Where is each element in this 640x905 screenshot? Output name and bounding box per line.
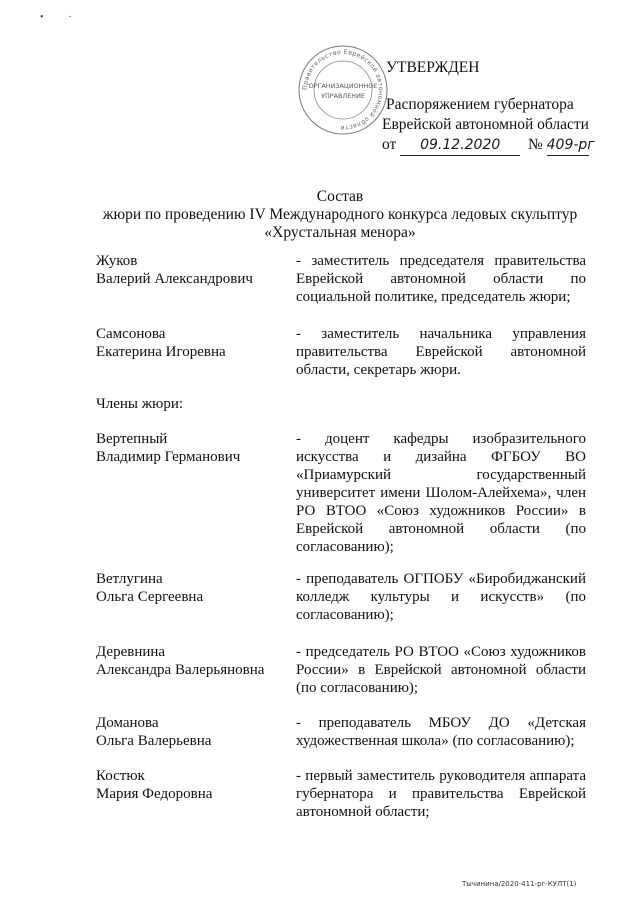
member-given-name: Ольга Сергеевна (96, 589, 204, 605)
member-position: - заместитель начальника управления правительства Еврейской автономной области, секретарь жюри. (296, 326, 586, 378)
members-label: Члены жюри: (96, 396, 184, 412)
member-position: - заместитель председателя правительства Еврейской автономной области по социальной политике, председатель жюри; (296, 253, 586, 305)
member-surname: Ветлугина (96, 571, 163, 587)
approval-line1: Распоряжением губернатора (386, 96, 574, 113)
member-position: - доцент кафедры изобразительного искусства и дизайна ФГБОУ ВО «Приамурский государственный университет имени Шолом-Алейхема», член РО ВТОО «Союз художников России» в Еврейской автономной области (по согласованию); (296, 431, 586, 555)
member-position: - преподаватель ОГПОБУ «Биробиджанский колледж культуры и искусств» (по согласованию); (296, 571, 586, 623)
member-given-name: Мария Федоровна (96, 786, 213, 802)
member-given-name: Владимир Германович (96, 449, 241, 465)
member-name (96, 252, 286, 288)
approval-block (372, 58, 612, 156)
member-given-name: Екатерина Игоревна (96, 344, 226, 360)
date-prefix: от (382, 136, 397, 153)
member-given-name: Валерий Александрович (96, 271, 253, 287)
approval-number: 409-рг (547, 135, 589, 156)
member-name (96, 767, 286, 803)
member-surname: Вертепный (96, 431, 168, 447)
approval-line2: Еврейской автономной области (382, 116, 589, 133)
document-heading (80, 188, 600, 242)
heading-line3: «Хрустальная менора» (264, 224, 416, 241)
member-surname: Костюк (96, 768, 145, 784)
member-surname: Деревнина (96, 644, 166, 660)
member-name (96, 643, 286, 679)
member-position: - первый заместитель руководителя аппарата губернатора и правительства Еврейской автономной области; (296, 768, 586, 820)
heading-line1: Состав (316, 188, 364, 205)
member-surname: Жуков (96, 253, 138, 269)
number-prefix: № (527, 136, 543, 153)
member-name (96, 570, 286, 606)
heading-line2: жюри по проведению IV Международного конкурса ледовых скульптур (102, 206, 578, 223)
member-given-name: Ольга Валерьевна (96, 733, 212, 749)
approval-date: 09.12.2020 (400, 135, 520, 156)
approval-date-line (382, 135, 612, 156)
member-name (96, 430, 286, 466)
stamp-center-line2: УПРАВЛЕНИЕ (321, 92, 365, 100)
stamp-center-line1: ОРГАНИЗАЦИОННОЕ (308, 82, 378, 90)
member-name (96, 714, 286, 750)
member-surname: Самсонова (96, 326, 166, 342)
member-position: - председатель РО ВТОО «Союз художников России» в Еврейской автономной области (по согласованию); (296, 644, 586, 696)
scan-marks: • · (40, 12, 72, 23)
member-name (96, 325, 286, 361)
stamp-ring-text: Правительство Еврейской автономной области (301, 48, 385, 132)
approval-title: УТВЕРЖДЕН (386, 59, 480, 76)
member-given-name: Александра Валерьяновна (96, 662, 265, 678)
member-surname: Доманова (96, 715, 159, 731)
document-footer-code: Тычинина/2020-411-рг-КУЛТ(1) (462, 880, 577, 888)
member-position: - преподаватель МБОУ ДО «Детская художественная школа» (по согласованию); (296, 715, 586, 749)
